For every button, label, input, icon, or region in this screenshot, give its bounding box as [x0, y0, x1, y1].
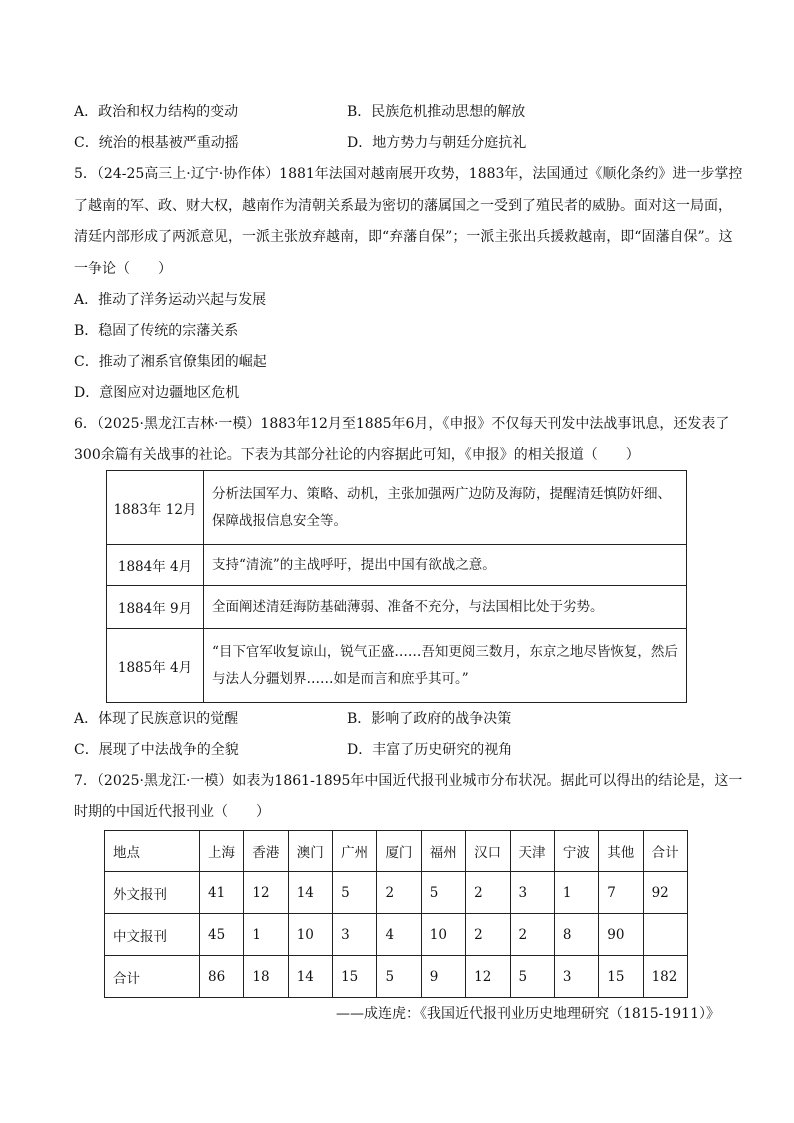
table-cell: 5 [510, 956, 554, 998]
q6-editorial-table [106, 470, 687, 703]
table-header-cell: 宁波 [554, 831, 598, 872]
table-cell: 15 [333, 956, 377, 998]
table-cell: 中文报刊 [105, 914, 200, 956]
table-cell: 10 [421, 914, 465, 956]
table-row [105, 872, 688, 914]
table-cell-content: “目下官军收复谅山，锐气正盛……吾知更阅三数月，东京之地尽皆恢复，然后与法人分疆划界……如是而言和庶乎其可。” [204, 629, 687, 703]
table-cell-content: 全面阐述清廷海防基础薄弱、准备不充分，与法国相比处于劣势。 [204, 586, 687, 629]
table-cell: 1 [554, 872, 598, 914]
table-cell-content: 支持“清流”的主战呼吁，提出中国有欲战之意。 [204, 545, 687, 586]
table-header-cell: 天津 [510, 831, 554, 872]
table-cell: 4 [377, 914, 421, 956]
q7-table-source: ——成连虎：《我国近代报刊业历史地理研究（1815-1911）》 [336, 1006, 720, 1022]
table-cell: 90 [599, 914, 643, 956]
q6-stem-line: 6．（2025·黑龙江吉林·一模）1883年12月至1885年6月，《申报》不仅每天刊发中法战事讯息，还发表了 [74, 416, 730, 432]
table-cell: 15 [599, 956, 643, 998]
table-cell: 5 [333, 872, 377, 914]
q5-stem-line: 5．（24-25高三上·辽宁·协作体）1881年法国对越南展开攻势，1883年，法国通过《顺化条约》进一步掌控 [74, 166, 743, 182]
q5-option-c: C．推动了湘系官僚集团的崛起 [74, 354, 267, 370]
table-cell: 2 [377, 872, 421, 914]
table-cell-date: 1883年 12月 [107, 471, 204, 545]
q6-option-b: B．影响了政府的战争决策 [347, 711, 512, 727]
table-cell: 182 [643, 956, 687, 998]
table-cell: 3 [333, 914, 377, 956]
table-cell: 45 [200, 914, 244, 956]
table-row [107, 471, 687, 545]
table-header-cell: 合计 [643, 831, 687, 872]
q5-stem-line: 一争论（ ） [74, 261, 172, 277]
q6-option-c: C．展现了中法战争的全貌 [74, 742, 239, 758]
table-row [107, 545, 687, 586]
q5-stem-line: 了越南的军、政、财大权，越南作为清朝关系最为密切的藩属国之一受到了殖民者的威胁。面对这一局面， [74, 198, 732, 214]
table-cell: 合计 [105, 956, 200, 998]
table-row [105, 956, 688, 998]
q5-stem-line: 清廷内部形成了两派意见，一派主张放弃越南，即“弃藩自保”；一派主张出兵援救越南，即“固藩自保”。这 [74, 229, 733, 245]
table-header-row [105, 831, 688, 872]
table-cell: 10 [288, 914, 332, 956]
q5-option-b: B．稳固了传统的宗藩关系 [74, 323, 239, 339]
table-row [107, 629, 687, 703]
table-cell: 8 [554, 914, 598, 956]
q6-option-a: A．体现了民族意识的觉醒 [74, 711, 239, 727]
q4-option-b: B．民族危机推动思想的解放 [347, 104, 526, 120]
table-row [107, 586, 687, 629]
q6-stem-line: 300余篇有关战事的社论。下表为其部分社论的内容据此可知，《申报》的相关报道（ ） [74, 447, 640, 463]
table-cell: 2 [466, 872, 510, 914]
table-cell: 12 [466, 956, 510, 998]
q7-newspaper-table [104, 830, 688, 998]
table-header-cell: 地点 [105, 831, 200, 872]
table-cell: 14 [288, 956, 332, 998]
table-cell-date: 1884年 9月 [107, 586, 204, 629]
table-cell: 7 [599, 872, 643, 914]
table-row [105, 914, 688, 956]
table-header-cell: 福州 [421, 831, 465, 872]
q6-option-d: D．丰富了历史研究的视角 [347, 742, 513, 758]
q4-option-c: C．统治的根基被严重动摇 [74, 135, 239, 151]
table-cell: 9 [421, 956, 465, 998]
table-header-cell: 澳门 [288, 831, 332, 872]
table-cell: 3 [510, 872, 554, 914]
table-cell: 2 [510, 914, 554, 956]
table-cell [643, 914, 687, 956]
table-header-cell: 香港 [244, 831, 288, 872]
q7-stem-line: 时期的中国近代报刊业（ ） [74, 804, 270, 820]
table-header-cell: 汉口 [466, 831, 510, 872]
table-header-cell: 广州 [333, 831, 377, 872]
q4-option-d: D．地方势力与朝廷分庭抗礼 [347, 135, 527, 151]
table-header-cell: 厦门 [377, 831, 421, 872]
table-cell: 14 [288, 872, 332, 914]
table-cell: 92 [643, 872, 687, 914]
table-cell: 12 [244, 872, 288, 914]
table-cell: 5 [377, 956, 421, 998]
table-cell: 外文报刊 [105, 872, 200, 914]
table-cell: 1 [244, 914, 288, 956]
table-cell: 86 [200, 956, 244, 998]
table-header-cell: 上海 [200, 831, 244, 872]
q4-option-a: A．政治和权力结构的变动 [74, 104, 239, 120]
table-cell: 2 [466, 914, 510, 956]
table-cell: 18 [244, 956, 288, 998]
q5-option-d: D．意图应对边疆地区危机 [74, 385, 240, 401]
table-cell-date: 1884年 4月 [107, 545, 204, 586]
table-cell: 41 [200, 872, 244, 914]
q5-option-a: A．推动了洋务运动兴起与发展 [74, 292, 267, 308]
table-header-cell: 其他 [599, 831, 643, 872]
table-cell: 5 [421, 872, 465, 914]
q7-stem-line: 7．（2025·黑龙江·一模）如表为1861-1895年中国近代报刊业城市分布状况。据此可以得出的结论是，这一 [74, 773, 743, 789]
table-cell-date: 1885年 4月 [107, 629, 204, 703]
table-cell: 3 [554, 956, 598, 998]
table-cell-content: 分析法国军力、策略、动机，主张加强两广边防及海防，提醒清廷慎防奸细、保障战报信息安全等。 [204, 471, 687, 545]
